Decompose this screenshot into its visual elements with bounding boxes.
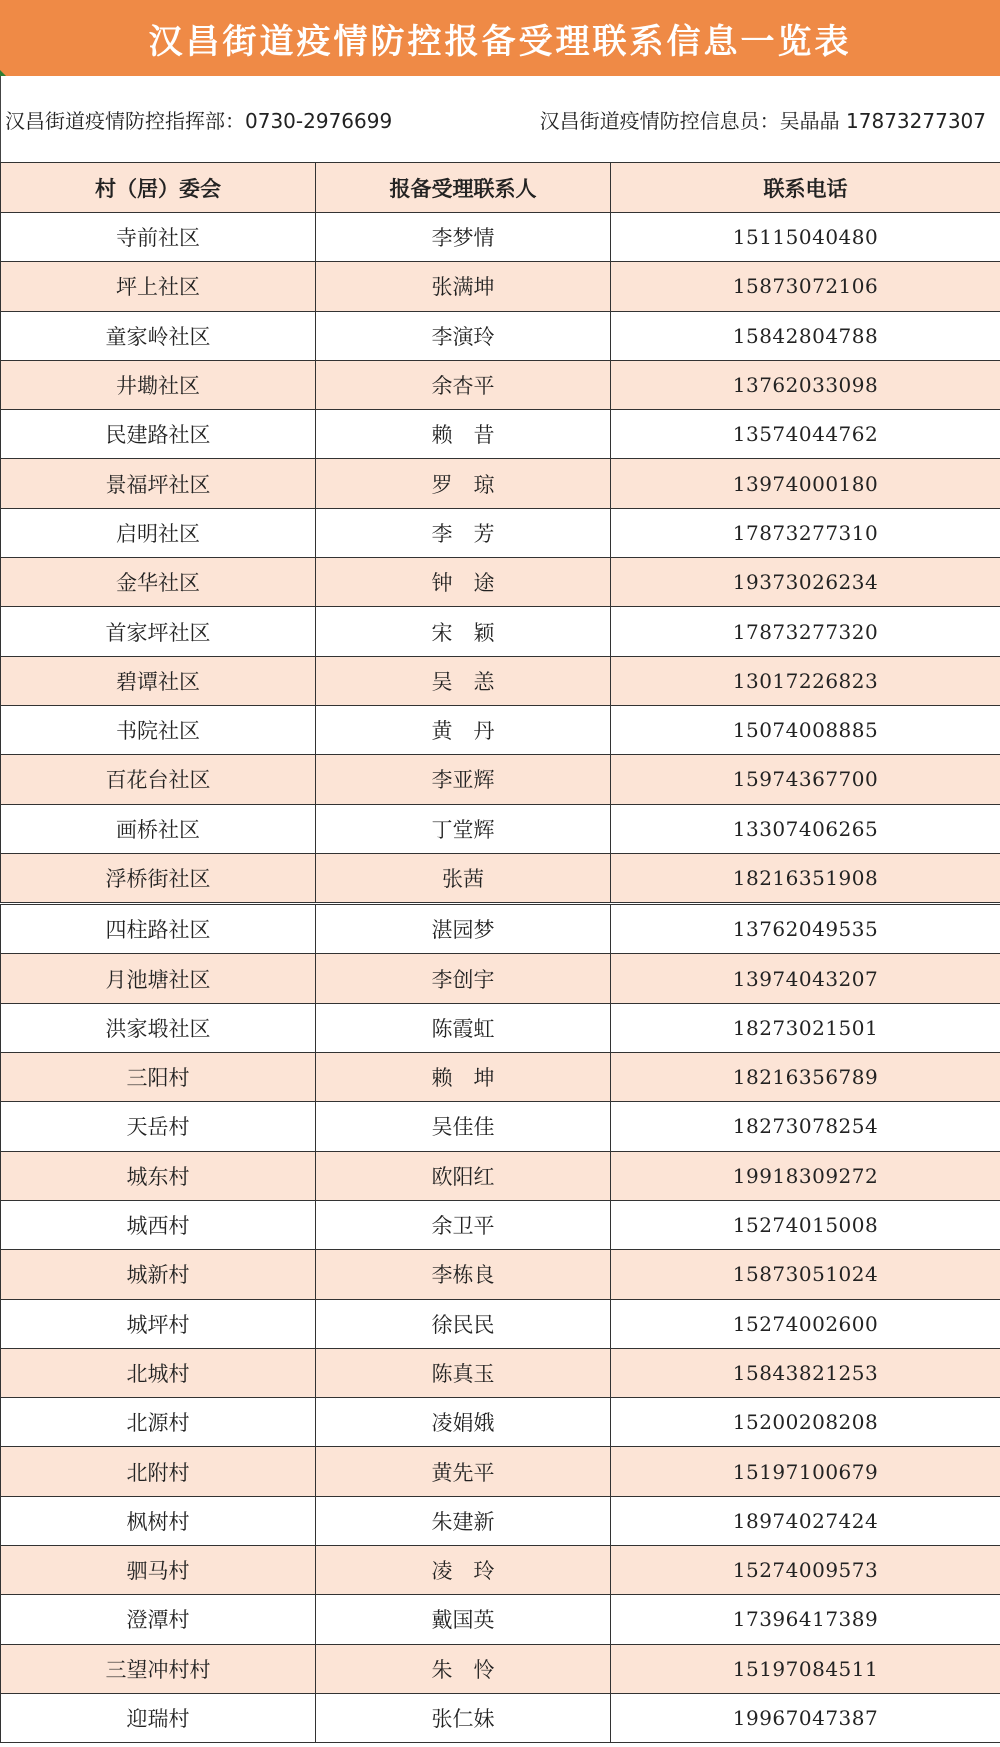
cell-phone: 17873277320 (611, 607, 1000, 656)
cell-phone: 13974043207 (611, 954, 1000, 1003)
table-row (1, 1053, 1000, 1102)
table-row (1, 508, 1000, 557)
cell-committee: 四柱路社区 (1, 904, 316, 954)
cell-contact-person: 余杏平 (316, 360, 611, 409)
cell-phone: 18273078254 (611, 1102, 1000, 1151)
hq-contact: 汉昌街道疫情防控指挥部：0730-2976699 (5, 108, 393, 133)
cell-contact-person: 黄 丹 (316, 705, 611, 754)
table-row (1, 755, 1000, 804)
cell-committee: 月池塘社区 (1, 954, 316, 1003)
cell-contact-person: 陈真玉 (316, 1348, 611, 1397)
table-row (1, 1250, 1000, 1299)
cell-phone: 18216351908 (611, 853, 1000, 903)
cell-phone: 19967047387 (611, 1693, 1000, 1742)
cell-committee: 金华社区 (1, 558, 316, 607)
cell-contact-person: 陈霞虹 (316, 1003, 611, 1052)
cell-phone: 15842804788 (611, 311, 1000, 360)
cell-contact-person: 张仁妹 (316, 1693, 611, 1742)
cell-contact-person: 吴佳佳 (316, 1102, 611, 1151)
cell-committee: 天岳村 (1, 1102, 316, 1151)
cell-phone: 18216356789 (611, 1053, 1000, 1102)
cell-phone: 19373026234 (611, 558, 1000, 607)
cell-contact-person: 戴国英 (316, 1595, 611, 1644)
cell-phone: 15200208208 (611, 1398, 1000, 1447)
table-body (1, 213, 1000, 1743)
cell-phone: 13762033098 (611, 360, 1000, 409)
cell-contact-person: 李 芳 (316, 508, 611, 557)
table-header-row (1, 163, 1000, 213)
cell-contact-person: 徐民民 (316, 1299, 611, 1348)
table-row (1, 1595, 1000, 1644)
cell-committee: 北源村 (1, 1398, 316, 1447)
table-row (1, 1151, 1000, 1200)
cell-contact-person: 黄先平 (316, 1447, 611, 1496)
cell-committee: 坪上社区 (1, 262, 316, 311)
table-row (1, 1496, 1000, 1545)
cell-contact-person: 罗 琼 (316, 459, 611, 508)
cell-phone: 17396417389 (611, 1595, 1000, 1644)
cell-contact-person: 吴 恙 (316, 656, 611, 705)
header-committee: 村（居）委会 (1, 163, 316, 213)
cell-committee: 北城村 (1, 1348, 316, 1397)
cell-committee: 北附村 (1, 1447, 316, 1496)
table-row (1, 558, 1000, 607)
cell-phone: 15197084511 (611, 1644, 1000, 1693)
cell-phone: 15274015008 (611, 1200, 1000, 1249)
contact-line (0, 76, 1000, 162)
corner-marker (0, 70, 6, 76)
cell-committee: 城坪村 (1, 1299, 316, 1348)
table-row (1, 262, 1000, 311)
cell-phone: 18273021501 (611, 1003, 1000, 1052)
cell-phone: 18974027424 (611, 1496, 1000, 1545)
cell-committee: 景福坪社区 (1, 459, 316, 508)
table-row (1, 1102, 1000, 1151)
cell-contact-person: 李演玲 (316, 311, 611, 360)
cell-phone: 19918309272 (611, 1151, 1000, 1200)
cell-contact-person: 朱 怜 (316, 1644, 611, 1693)
cell-phone: 13974000180 (611, 459, 1000, 508)
cell-committee: 三望冲村村 (1, 1644, 316, 1693)
header-phone: 联系电话 (611, 163, 1000, 213)
table-row (1, 804, 1000, 853)
table-row (1, 656, 1000, 705)
cell-contact-person: 宋 颖 (316, 607, 611, 656)
cell-phone: 15274002600 (611, 1299, 1000, 1348)
header-contact-person: 报备受理联系人 (316, 163, 611, 213)
table-row (1, 1200, 1000, 1249)
table-row (1, 705, 1000, 754)
table-row (1, 213, 1000, 262)
officer-contact: 汉昌街道疫情防控信息员：吴晶晶 17873277307 (539, 108, 986, 133)
table-row (1, 1546, 1000, 1595)
cell-contact-person: 赖 坤 (316, 1053, 611, 1102)
cell-committee: 启明社区 (1, 508, 316, 557)
cell-contact-person: 余卫平 (316, 1200, 611, 1249)
cell-committee: 画桥社区 (1, 804, 316, 853)
table-row (1, 904, 1000, 954)
cell-contact-person: 张满坤 (316, 262, 611, 311)
table-row (1, 607, 1000, 656)
cell-committee: 澄潭村 (1, 1595, 316, 1644)
cell-contact-person: 赖 昔 (316, 410, 611, 459)
cell-committee: 童家岭社区 (1, 311, 316, 360)
cell-phone: 13762049535 (611, 904, 1000, 954)
cell-committee: 书院社区 (1, 705, 316, 754)
cell-phone: 13574044762 (611, 410, 1000, 459)
cell-phone: 15274009573 (611, 1546, 1000, 1595)
cell-committee: 三阳村 (1, 1053, 316, 1102)
cell-contact-person: 李栋良 (316, 1250, 611, 1299)
cell-phone: 17873277310 (611, 508, 1000, 557)
table-row (1, 1447, 1000, 1496)
table-row (1, 1003, 1000, 1052)
cell-contact-person: 欧阳红 (316, 1151, 611, 1200)
table-row (1, 1644, 1000, 1693)
table-row (1, 1299, 1000, 1348)
cell-committee: 民建路社区 (1, 410, 316, 459)
cell-phone: 15873051024 (611, 1250, 1000, 1299)
cell-committee: 洪家塅社区 (1, 1003, 316, 1052)
cell-phone: 15873072106 (611, 262, 1000, 311)
cell-phone: 15074008885 (611, 705, 1000, 754)
table-row (1, 853, 1000, 903)
cell-committee: 迎瑞村 (1, 1693, 316, 1742)
cell-committee: 首家坪社区 (1, 607, 316, 656)
table-row (1, 1348, 1000, 1397)
table-row (1, 311, 1000, 360)
cell-contact-person: 张茜 (316, 853, 611, 903)
table-row (1, 954, 1000, 1003)
cell-contact-person: 钟 途 (316, 558, 611, 607)
cell-committee: 城东村 (1, 1151, 316, 1200)
table-row (1, 1693, 1000, 1742)
cell-phone: 15197100679 (611, 1447, 1000, 1496)
cell-contact-person: 丁堂辉 (316, 804, 611, 853)
table-row (1, 1398, 1000, 1447)
cell-committee: 城西村 (1, 1200, 316, 1249)
cell-phone: 15843821253 (611, 1348, 1000, 1397)
cell-contact-person: 李创宇 (316, 954, 611, 1003)
table-row (1, 410, 1000, 459)
cell-contact-person: 朱建新 (316, 1496, 611, 1545)
cell-contact-person: 凌 玲 (316, 1546, 611, 1595)
cell-contact-person: 李亚辉 (316, 755, 611, 804)
cell-committee: 城新村 (1, 1250, 316, 1299)
cell-committee: 浮桥街社区 (1, 853, 316, 903)
cell-committee: 碧谭社区 (1, 656, 316, 705)
cell-phone: 13307406265 (611, 804, 1000, 853)
table-row (1, 459, 1000, 508)
cell-committee: 百花台社区 (1, 755, 316, 804)
cell-contact-person: 李梦情 (316, 213, 611, 262)
cell-phone: 13017226823 (611, 656, 1000, 705)
cell-committee: 寺前社区 (1, 213, 316, 262)
cell-committee: 枫树村 (1, 1496, 316, 1545)
cell-contact-person: 凌娟娥 (316, 1398, 611, 1447)
page-title: 汉昌街道疫情防控报备受理联系信息一览表 (148, 21, 852, 62)
cell-phone: 15115040480 (611, 213, 1000, 262)
contact-table (0, 162, 1000, 1743)
cell-committee: 驷马村 (1, 1546, 316, 1595)
cell-contact-person: 湛园梦 (316, 904, 611, 954)
cell-phone: 15974367700 (611, 755, 1000, 804)
table-row (1, 360, 1000, 409)
title-bar (0, 0, 1000, 76)
cell-committee: 井墈社区 (1, 360, 316, 409)
